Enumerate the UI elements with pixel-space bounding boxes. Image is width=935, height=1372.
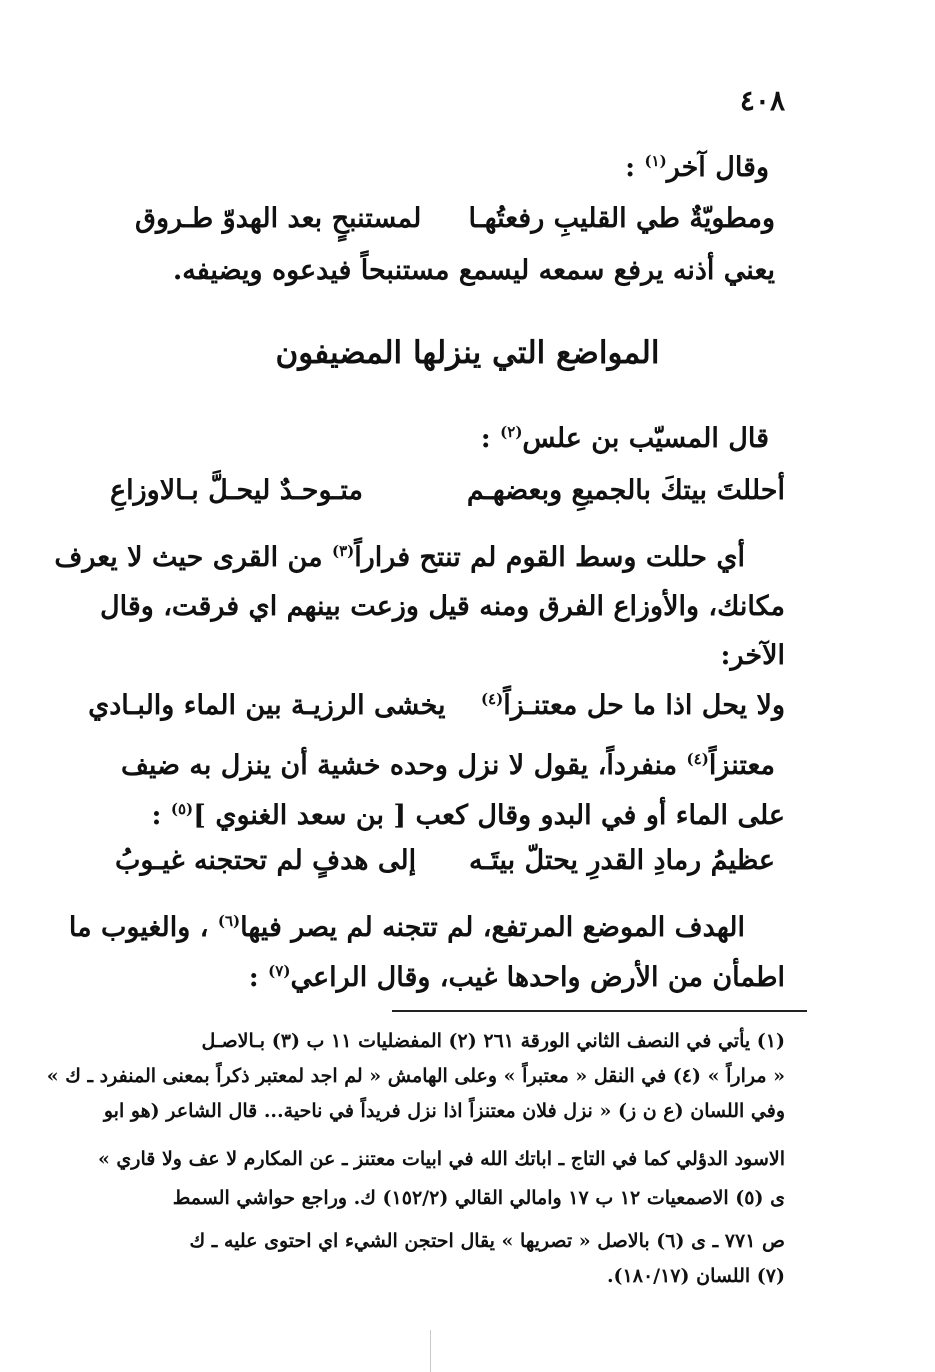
- verse-hemistich-first: عظيمُ رمادِ القدرِ يحتلّ بيتَـه: [468, 845, 775, 876]
- gloss-line: الآخر:: [720, 640, 785, 671]
- colon: :: [480, 423, 491, 454]
- gloss-line: [151, 800, 785, 832]
- verse-line: [110, 475, 785, 507]
- gloss-line: [249, 962, 785, 994]
- footnote-ref: (٢): [500, 423, 523, 441]
- verse-line: [115, 845, 775, 877]
- page-crease: [430, 1330, 431, 1372]
- footnote-ref: (٣): [331, 542, 355, 560]
- colon: :: [625, 152, 636, 183]
- gloss-text: الهدف الموضع المرتفع، لم تتجنه لم يصر فيها: [240, 912, 745, 943]
- footnote-ref: (٤): [686, 750, 709, 768]
- gloss-line: يعني أذنه يرفع سمعه ليسمع مستنبحاً فيدعوه ويضيفه.: [172, 255, 775, 286]
- footnote-line: « مراراً » (٤) في النقل « معتبراً » وعلى الهامش « لم اجد لمعتبر ذكراً بمعنى المنفرد ـ ك »: [46, 1065, 785, 1087]
- verse-hemistich-first: ولا يحل اذا ما حل معتنـزاً: [503, 690, 785, 721]
- verse-hemistich-first: أحللتَ بيتكَ بالجميعِ وبعضهـم: [466, 475, 785, 506]
- poem-intro-text: وقال آخر: [666, 152, 769, 183]
- footnote-line: (٧) اللسان (١٨٠/١٧).: [606, 1265, 785, 1287]
- colon: :: [151, 800, 162, 831]
- verse-hemistich-second: يخشى الرزيـة بين الماء والبـادي: [88, 690, 446, 721]
- gloss-line: [121, 750, 775, 782]
- gloss-text: ، والغيوب ما: [68, 912, 209, 943]
- gloss-line: مكانك، والأوزاع الفرق ومنه قيل وزعت بينهم اي فرقت، وقال: [100, 591, 785, 622]
- footnote-line: وفي اللسان (ع ن ز) « نزل فلان معتنزاً اذا نزل فريداً في ناحية... قال الشاعر (هو ابو: [103, 1100, 785, 1122]
- verse-hemistich-first: ومطويّةٌ طي القليبِ رفعتُهـا: [468, 203, 775, 234]
- footnote-line: ص ٧٧١ ـ ى (٦) بالاصل « تصريها » يقال احتجن الشيء اي احتوى عليه ـ ك: [189, 1230, 785, 1252]
- footnote-ref: (٥): [170, 800, 194, 818]
- footnote-line: ى (٥) الاصمعيات ١٢ ب ١٧ وامالي القالي (١٥٢/٢) ك. وراجع حواشي السمط: [172, 1187, 785, 1209]
- verse-hemistich-second: إلى هدفٍ لم تحتجنه غيـوبُ: [115, 845, 417, 876]
- colon: :: [248, 962, 259, 993]
- footnote-line: الاسود الدؤلي كما في التاج ـ اباتك الله في ابيات معتنز ـ عن المكارم لا عف ولا قاري »: [97, 1148, 785, 1170]
- poem-intro: [481, 423, 769, 455]
- verse-hemistich-second: متـوحـدٌ ليحـلَّ بـالاوزاعِ: [110, 475, 363, 506]
- gloss-line: [69, 912, 745, 944]
- footnote-line: (١) يأتي في النصف الثاني الورقة ٢٦١ (٢) المفضليات ١١ ب (٣) بـالاصـل: [201, 1030, 785, 1052]
- verse-hemistich-second: لمستنبحٍ بعد الهدوّ طـروق: [135, 203, 422, 234]
- poem-intro-text: قال المسيّب بن علس: [522, 423, 769, 454]
- gloss-text: منفرداً، يقول لا نزل وحده خشية أن ينزل به ضيف: [120, 750, 678, 781]
- footnote-ref: (٦): [217, 912, 241, 930]
- gloss-text: اطمأن من الأرض واحدها غيب، وقال الراعي: [290, 962, 785, 993]
- gloss-text: من القرى حيث لا يعرف: [54, 542, 323, 573]
- footnote-ref: (١): [644, 152, 667, 170]
- section-heading: المواضع التي ينزلها المضيفون: [275, 335, 660, 371]
- footnote-ref: (٤): [480, 690, 504, 708]
- verse-line: [135, 203, 775, 235]
- footnote-separator: [392, 1010, 807, 1012]
- gloss-text: على الماء أو في البدو وقال كعب [ بن سعد الغنوي ]: [193, 800, 785, 831]
- verse-line: [88, 690, 785, 722]
- page-number: ٤٠٨: [739, 84, 785, 117]
- gloss-text: أي حللت وسط القوم لم تنتح فراراً: [354, 542, 745, 573]
- footnote-ref: (٧): [268, 962, 291, 980]
- poem-intro: [625, 152, 769, 184]
- gloss-text: معتنزاً: [708, 750, 775, 781]
- gloss-line: [54, 542, 745, 574]
